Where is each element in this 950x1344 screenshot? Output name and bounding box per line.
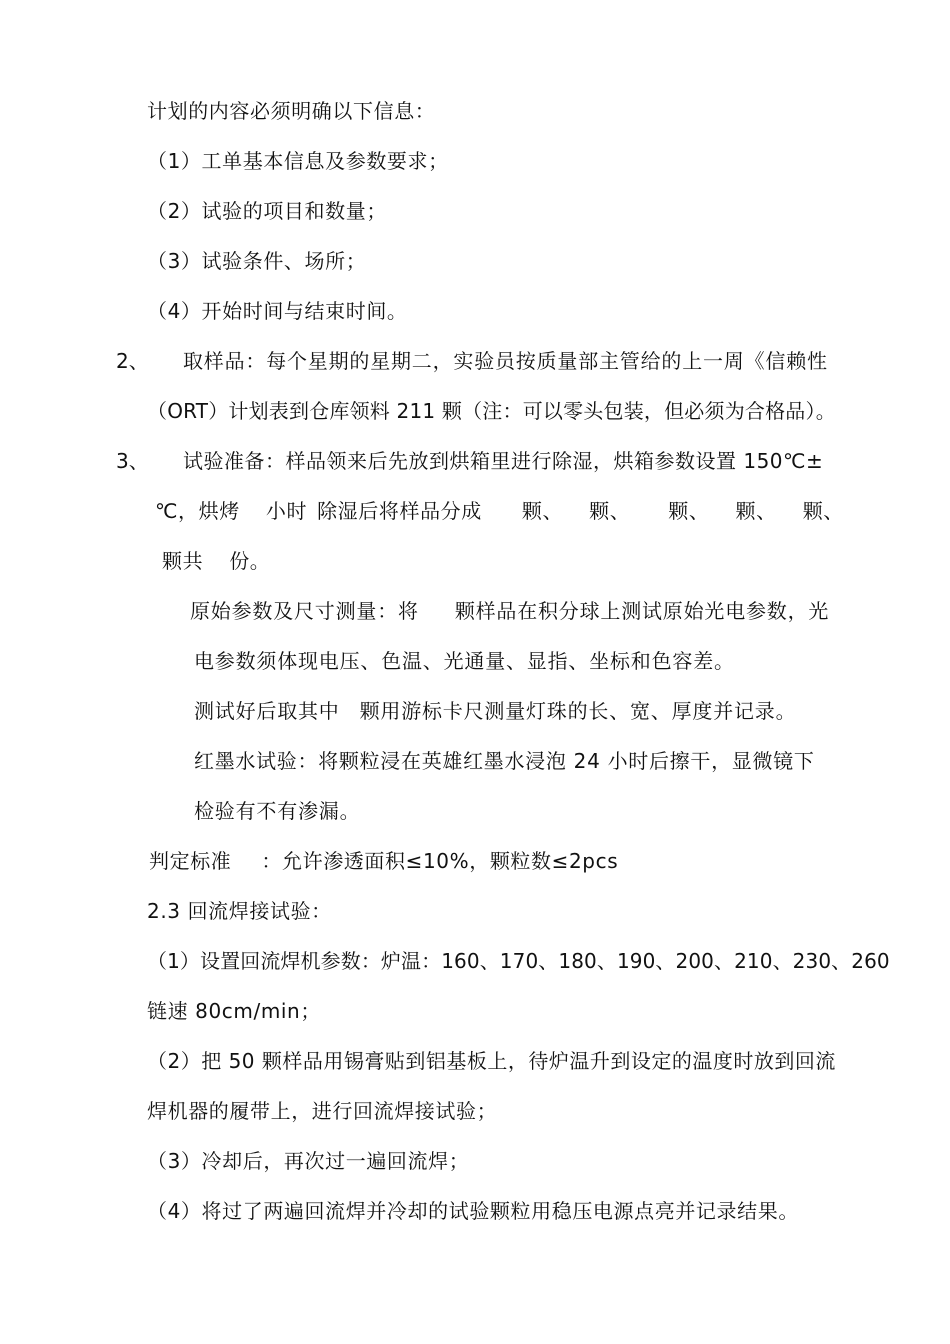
red-ink-line-2: 检验有不有渗漏。 [194, 799, 361, 823]
step-3-number: 3、 [116, 449, 149, 473]
bake-temp-unit: ℃，烘烤 [155, 499, 240, 523]
step-2-number: 2、 [116, 349, 149, 373]
criteria-text: ：允许渗透面积≤10%，颗粒数≤2pcs [261, 849, 619, 873]
plan-item-1: （1）工单基本信息及参数要求； [147, 149, 449, 173]
group-count-2: 颗、 [589, 499, 631, 523]
plan-item-2: （2）试验的项目和数量； [147, 199, 387, 223]
bake-hours-text: 小时 [265, 499, 308, 523]
group-count-4: 颗、 [735, 499, 777, 523]
criteria-label: 判定标准 [149, 849, 232, 873]
step-3-line-1: 试验准备：样品领来后先放到烘箱里进行除湿，烘箱参数设置 150℃± [183, 449, 824, 473]
reflow-step-2-line-2: 焊机器的履带上，进行回流焊接试验； [147, 1099, 498, 1123]
plan-item-3: （3）试验条件、场所； [147, 249, 367, 273]
reflow-step-4: （4）将过了两遍回流焊并冷却的试验颗粒用稳压电源点亮并记录结果。 [147, 1199, 799, 1223]
criteria-line [149, 849, 618, 873]
measure-line-3 [194, 699, 796, 723]
group-count-5: 颗、 [802, 499, 844, 523]
reflow-title: 2.3 回流焊接试验： [147, 899, 332, 923]
group-count-3: 颗、 [668, 499, 710, 523]
red-ink-line-1: 红墨水试验：将颗粒浸在英雄红墨水浸泡 24 小时后擦干，显微镜下 [194, 749, 815, 773]
group-count-1: 颗、 [521, 499, 564, 523]
plan-intro: 计划的内容必须明确以下信息： [147, 99, 436, 123]
split-samples-text: 除湿后将样品分成 [317, 499, 482, 523]
reflow-step-2-line-1: （2）把 50 颗样品用锡膏贴到铝基板上，待炉温升到设定的温度时放到回流 [147, 1049, 836, 1073]
measure-take-text: 测试好后取其中 [194, 699, 340, 723]
reflow-step-1-line-2: 链速 80cm/min； [147, 999, 321, 1023]
step-3-line-2 [155, 499, 844, 523]
reflow-step-3: （3）冷却后，再次过一遍回流焊； [147, 1149, 470, 1173]
step-3-line-3 [162, 549, 270, 573]
reflow-step-1-line-1: （1）设置回流焊机参数：炉温：160、170、180、190、200、210、230、260 [147, 949, 890, 973]
measure-line-2: 电参数须体现电压、色温、光通量、显指、坐标和色容差。 [194, 649, 735, 673]
plan-item-4: （4）开始时间与结束时间。 [147, 299, 408, 323]
measure-intro: 原始参数及尺寸测量：将 [190, 599, 419, 623]
step-2-line-1: 取样品：每个星期的星期二，实验员按质量部主管给的上一周《信赖性 [183, 349, 828, 373]
measure-caliper-text: 颗用游标卡尺测量灯珠的长、宽、厚度并记录。 [359, 699, 797, 723]
total-groups-text: 颗共 [162, 549, 204, 573]
measure-line-1 [190, 599, 829, 623]
measure-integrating-sphere: 颗样品在积分球上测试原始光电参数，光 [454, 599, 830, 623]
step-2-line-2: （ORT）计划表到仓库领料 211 颗（注：可以零头包装，但必须为合格品）。 [147, 399, 836, 423]
portions-text: 份。 [229, 549, 271, 573]
